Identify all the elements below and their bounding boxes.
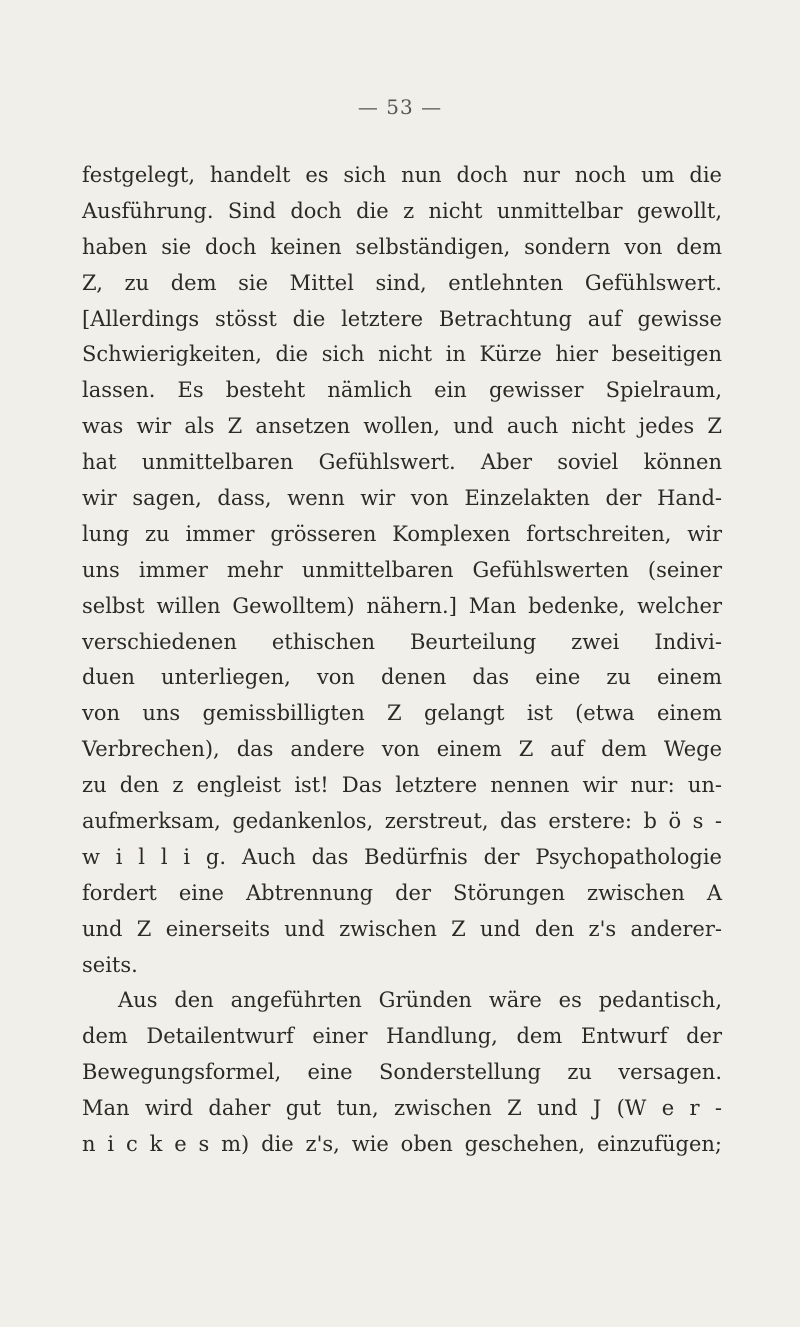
text-line: seits. — [82, 952, 138, 977]
text-line: von uns gemissbilligten Z gelangt ist (etwa einem — [82, 701, 722, 726]
text-line: verschiedenen ethischen Beurteilung zwei Indivi- — [82, 629, 722, 654]
text-line: und Z einerseits und zwischen Z und den z's anderer- — [82, 916, 722, 941]
text-line: aufmerksam, gedankenlos, zerstreut, das erstere: b ö s - — [82, 809, 722, 834]
page-number: — 53 — — [357, 95, 443, 119]
text-line: w i l l i g. Auch das Bedürfnis der Psychopathologie — [82, 844, 722, 869]
text-line: hat unmittelbaren Gefühlswert. Aber soviel können — [82, 450, 722, 475]
text-line: haben sie doch keinen selbständigen, sondern von dem — [82, 234, 722, 259]
text-line: zu den z engleist ist! Das letztere nennen wir nur: un- — [82, 773, 722, 798]
text-line: Verbrechen), das andere von einem Z auf dem Wege — [82, 737, 722, 762]
text-line: n i c k e s m) die z's, wie oben geschehen, einzufügen; — [82, 1132, 722, 1157]
text-line: Ausführung. Sind doch die z nicht unmittelbar gewollt, — [82, 198, 722, 223]
body-text — [82, 158, 722, 1163]
text-line: Aus den angeführten Gründen wäre es pedantisch, — [118, 988, 722, 1013]
text-line: duen unterliegen, von denen das eine zu einem — [82, 665, 722, 690]
text-line: was wir als Z ansetzen wollen, und auch nicht jedes Z — [82, 414, 722, 439]
text-line: festgelegt, handelt es sich nun doch nur noch um die — [82, 163, 722, 187]
text-line: Z, zu dem sie Mittel sind, entlehnten Gefühlswert. — [82, 270, 722, 295]
text-line: [Allerdings stösst die letztere Betrachtung auf gewisse — [82, 306, 722, 331]
text-line: lassen. Es besteht nämlich ein gewisser Spielraum, — [82, 378, 722, 403]
text-line: wir sagen, dass, wenn wir von Einzelakten der Hand- — [82, 486, 722, 511]
text-line: uns immer mehr unmittelbaren Gefühlswerten (seiner — [82, 557, 722, 582]
paragraph-2 — [82, 983, 722, 1162]
paragraph-1 — [82, 158, 722, 983]
text-line: lung zu immer grösseren Komplexen fortschreiten, wir — [82, 521, 722, 546]
text-line: fordert eine Abtrennung der Störungen zwischen A — [82, 880, 722, 905]
text-line: Man wird daher gut tun, zwischen Z und J (W e r - — [82, 1096, 722, 1121]
text-line: selbst willen Gewolltem) nähern.] Man bedenke, welcher — [82, 593, 722, 618]
text-line: Schwierigkeiten, die sich nicht in Kürze hier beseitigen — [82, 342, 722, 367]
text-line: dem Detailentwurf einer Handlung, dem Entwurf der — [82, 1024, 722, 1049]
text-line: Bewegungsformel, eine Sonderstellung zu versagen. — [82, 1060, 722, 1085]
